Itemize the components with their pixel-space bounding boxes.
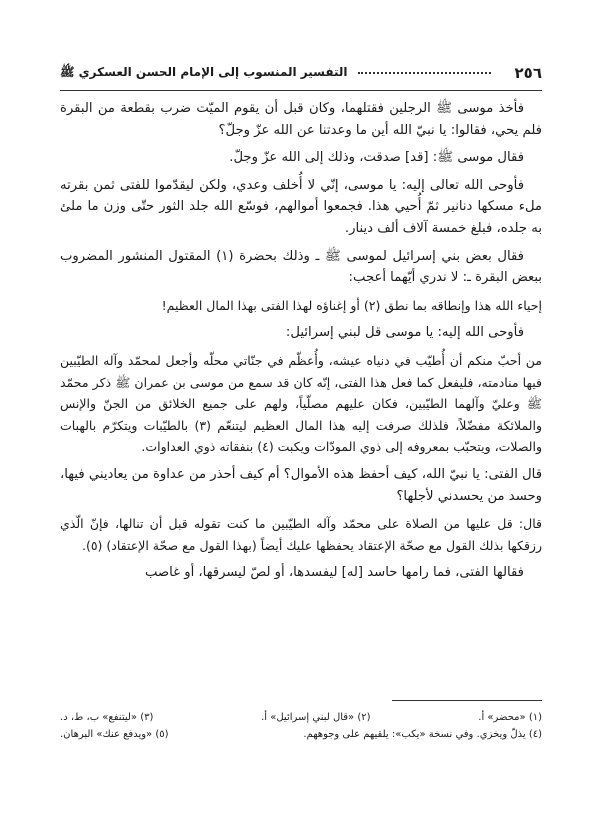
paragraph: فأخذ موسى ﷺ الرجلين فقتلهما، وكان قبل أن يقوم الميّت ضرب بقطعة من البقرة فلم يحي، فقالوا: يا نبيّ الله أين ما وعدتنا عن الله عزّ وجلّ؟ — [60, 101, 542, 138]
paragraph: قال الفتى: يا نبيّ الله، كيف أحفظ هذه الأموال؟ أم كيف أحذر من عداوة من يعاديني فيها، وحسد من يحسدني لأجلها؟ — [60, 466, 542, 504]
running-header — [60, 62, 542, 84]
footnote-5: (٥) «ويدفع عنك» البرهان. — [60, 729, 169, 740]
paragraph: فأوحى الله تعالى إليه: يا موسى، إنّي لا أُخلف وعدي، ولكن ليقدّموا للفتى ثمن بقرته ملء مسكها دنانير ثمّ أُحيي هذا. فجمعوا أموالهم، فوسّع الله جلد الثور حتّى وزن ما ملئ به جلده، فبلغ خمسة آلاف ألف دينار. — [60, 177, 542, 236]
footnote-row — [60, 712, 542, 723]
footnote-rule — [392, 700, 542, 701]
page-number: ٢٥٦ — [514, 64, 542, 82]
divine-speech-paragraph: من أحبّ منكم أن أُطيّب في دنياه عيشه، وأُعظّم في جنّاتي محلّه وأجعل لمحمّد وآله الطيّبين فيها منادمته، فليفعل كما فعل هذا الفتى، إنّه كان قد سمع من موسى بن عمران ﷺ ذكر محمّد ﷺ وعليّ وآلهما الطيّبين، فكان عليهم مصلّياً، ولهم على جميع الخلائق من الجنّ والإنس والملائكة مفضّلاً، فلذلك صرفت إليه هذا المال العظيم ليتنعّم (٣) بالطيّبات ويتكرّم بالهبات والصلات، ويتحبّب بمعروفه إلى ذوي المودّات ويكبت (٤) بنفقاته ذوي العداوات. — [60, 352, 542, 455]
paragraph: فأوحى الله إليه: يا موسى قل لبني إسرائيل: — [285, 325, 524, 341]
footnote-1: (١) «محضر» أ. — [478, 712, 542, 723]
paragraph: فقال بعض بني إسرائيل لموسى ﷺ ـ وذلك بحضرة (١) المقتول المنشور المضروب ببعض البقرة ـ: لا ندري أيّهما أعجب: — [60, 248, 542, 286]
paragraph: قال: قل عليها من الصلاة على محمّد وآله الطيّبين ما كنت تقوله قبل أن تنالها، فإنّ الّذي رزقكها بذلك القول مع صحّة الإعتقاد يحفظها عليك أيضاً (بهذا القول مع صحّة الإعتقاد) (٥). — [60, 516, 542, 553]
footnotes — [60, 712, 542, 746]
footnote-2: (٢) «قال لبني إسرائيل» أ. — [261, 712, 371, 723]
header-rule — [60, 90, 542, 91]
footnote-row — [60, 729, 542, 740]
paragraph: فقالها الفتى، فما رامها حاسد [له] ليفسدها، أو لصّ ليسرقها، أو غاصب — [144, 565, 524, 581]
quoted-line: إحياء الله هذا وإنطاقه بما نطق (٢) أو إغناؤه لهذا الفتى بهذا المال العظيم! — [161, 297, 542, 313]
footnote-4: (٤) يذلّ ويخزي. وفي نسخة «يكب»: يلقيهم على وجوههم. — [303, 729, 542, 740]
running-title: التفسير المنسوب إلى الإمام الحسن العسكري ﷺ — [60, 64, 348, 79]
paragraph: فقال موسى ﷺ: [قد] صدقت، وذلك إلى الله عزّ وجلّ. — [229, 150, 524, 166]
footnote-3: (٣) «ليتنفع» ب، ط، د. — [60, 712, 154, 723]
header-dotted-leader — [358, 72, 491, 74]
main-text — [60, 98, 542, 590]
